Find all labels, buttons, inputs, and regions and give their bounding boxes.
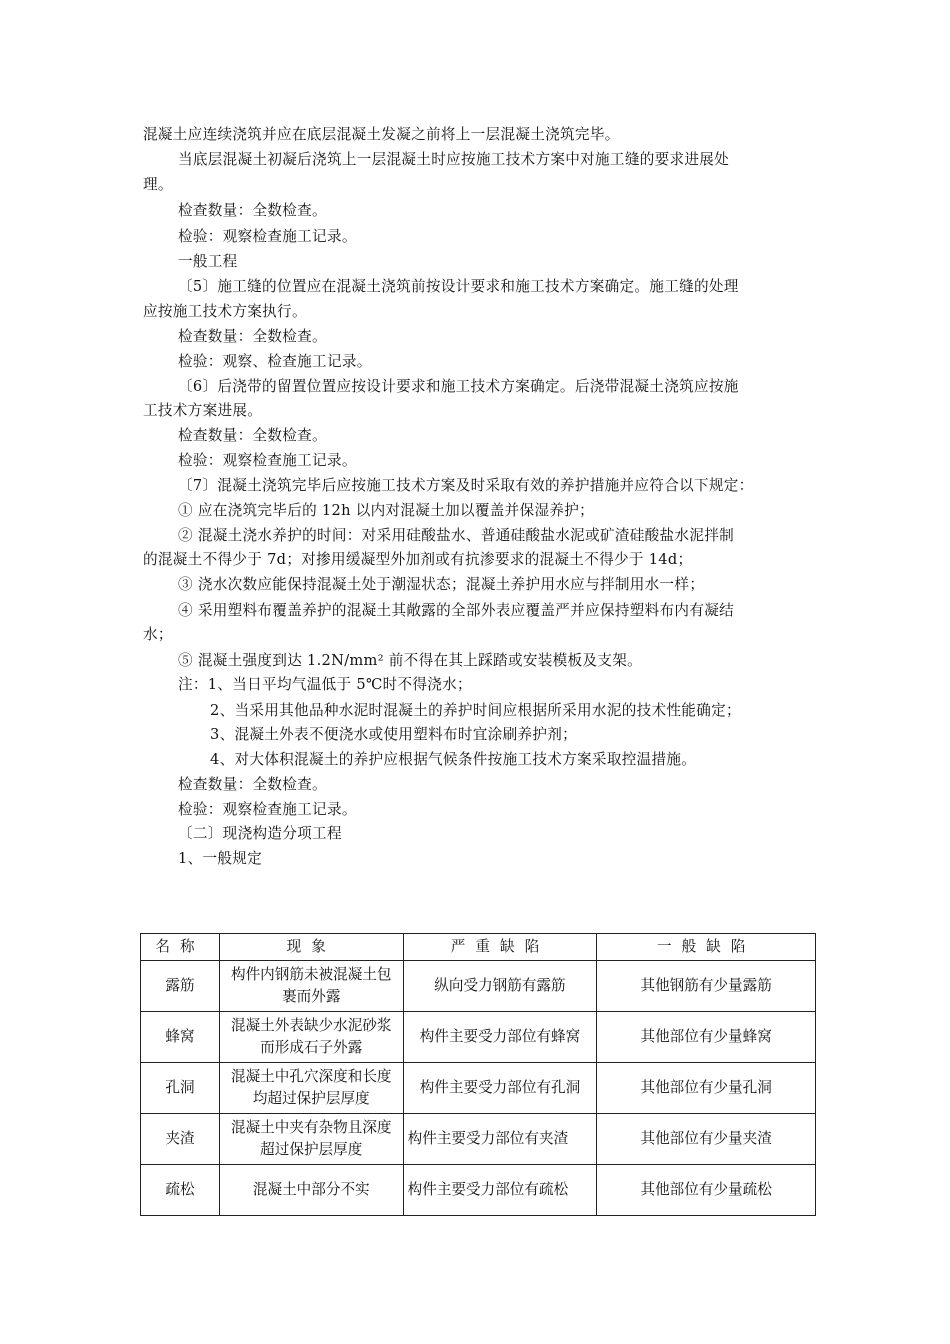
paragraph-line: 检验：观察检查施工记录。 [178, 228, 357, 245]
table-cell: 夹渣 [141, 1114, 220, 1165]
table-cell: 其他部位有少量夹渣 [597, 1114, 816, 1165]
table-cell: 混凝土外表缺少水泥砂浆而形成石子外露 [219, 1012, 403, 1063]
list-item: ④ 采用塑料布覆盖养护的混凝土其敞露的全部外表应覆盖严并应保持塑料布内有凝结 [178, 602, 735, 619]
note-line: 2、当采用其他品种水泥时混凝土的养护时间应根据所采用水泥的技术性能确定； [210, 702, 741, 719]
table-cell: 构件主要受力部位有疏松 [403, 1165, 597, 1216]
paragraph-line: 检查数量：全数检查。 [178, 427, 327, 444]
paragraph-line: 检验：观察、检查施工记录。 [178, 353, 372, 370]
paragraph-line: 检验：观察检查施工记录。 [178, 452, 357, 469]
table-header-cell: 一般缺陷 [597, 934, 816, 961]
paragraph-line: 混凝土应连续浇筑并应在底层混凝土发凝之前将上一层混凝土浇筑完毕。 [143, 126, 620, 143]
list-item: ③ 浇水次数应能保持混凝土处于潮湿状态；混凝土养护用水应与拌制用水一样； [178, 576, 705, 593]
section-heading: 1、一般规定 [178, 850, 263, 867]
paragraph-line: 〔5〕施工缝的位置应在混凝土浇筑前按设计要求和施工技术方案确定。施工缝的处理 [178, 278, 739, 295]
paragraph-line: 〔6〕后浇带的留置位置应按设计要求和施工技术方案确定。后浇带混凝土浇筑应按施 [178, 378, 739, 395]
table-row [141, 961, 816, 1012]
paragraph-line: 应按施工技术方案执行。 [143, 303, 307, 320]
table-cell: 孔洞 [141, 1063, 220, 1114]
table-cell: 其他钢筋有少量露筋 [597, 961, 816, 1012]
table-row [141, 1114, 816, 1165]
section-heading: 〔二〕现浇构造分项工程 [178, 825, 342, 842]
table-header-cell: 严重缺陷 [403, 934, 597, 961]
table-cell: 混凝土中孔穴深度和长度均超过保护层厚度 [219, 1063, 403, 1114]
table-cell: 构件主要受力部位有夹渣 [403, 1114, 597, 1165]
table-row [141, 1165, 816, 1216]
table-cell: 露筋 [141, 961, 220, 1012]
table-header-cell: 名称 [141, 934, 220, 961]
table-cell: 其他部位有少量蜂窝 [597, 1012, 816, 1063]
table-cell: 构件主要受力部位有孔洞 [403, 1063, 597, 1114]
paragraph-line: 检查数量：全数检查。 [178, 776, 327, 793]
table-cell: 蜂窝 [141, 1012, 220, 1063]
paragraph-line: 检查数量：全数检查。 [178, 202, 327, 219]
defects-table [140, 933, 816, 1216]
paragraph-line: 〔7〕混凝土浇筑完毕后应按施工技术方案及时采取有效的养护措施并应符合以下规定： [178, 477, 754, 494]
table-cell: 混凝土中部分不实 [219, 1165, 403, 1216]
table-row [141, 1012, 816, 1063]
list-item-continued: 的混凝土不得少于 7d；对掺用缓凝型外加剂或有抗渗要求的混凝土不得少于 14d； [143, 551, 693, 568]
table-cell: 疏松 [141, 1165, 220, 1216]
table-cell: 混凝土中夹有杂物且深度超过保护层厚度 [219, 1114, 403, 1165]
note-line: 注：1、当日平均气温低于 5℃时不得浇水； [178, 676, 472, 693]
paragraph-line: 当底层混凝土初凝后浇筑上一层混凝土时应按施工技术方案中对施工缝的要求进展处 [178, 151, 730, 168]
table-cell: 其他部位有少量疏松 [597, 1165, 816, 1216]
note-line: 4、对大体积混凝土的养护应根据气候条件按施工技术方案采取控温措施。 [210, 751, 697, 768]
table-header-cell: 现象 [219, 934, 403, 961]
table-header-row [141, 934, 816, 961]
paragraph-line: 检查数量：全数检查。 [178, 328, 327, 345]
list-item: ② 混凝土浇水养护的时间：对采用硅酸盐水、普通硅酸盐水泥或矿渣硅酸盐水泥拌制 [178, 527, 735, 544]
list-item-continued: 水； [143, 626, 173, 643]
paragraph-line: 理。 [143, 176, 173, 193]
note-line: 3、混凝土外表不便浇水或使用塑料布时宜涂刷养护剂； [210, 726, 578, 743]
table-cell: 其他部位有少量孔洞 [597, 1063, 816, 1114]
list-item: ⑤ 混凝土强度到达 1.2N/mm² 前不得在其上踩踏或安装模板及支架。 [178, 652, 642, 669]
table-row [141, 1063, 816, 1114]
list-item: ① 应在浇筑完毕后的 12h 以内对混凝土加以覆盖并保湿养护； [178, 502, 595, 519]
paragraph-line: 工技术方案进展。 [143, 402, 263, 419]
table-cell: 纵向受力钢筋有露筋 [403, 961, 597, 1012]
table-cell: 构件内钢筋未被混凝土包裹而外露 [219, 961, 403, 1012]
paragraph-line: 检验：观察检查施工记录。 [178, 801, 357, 818]
section-heading: 一般工程 [178, 253, 238, 270]
table-cell: 构件主要受力部位有蜂窝 [403, 1012, 597, 1063]
